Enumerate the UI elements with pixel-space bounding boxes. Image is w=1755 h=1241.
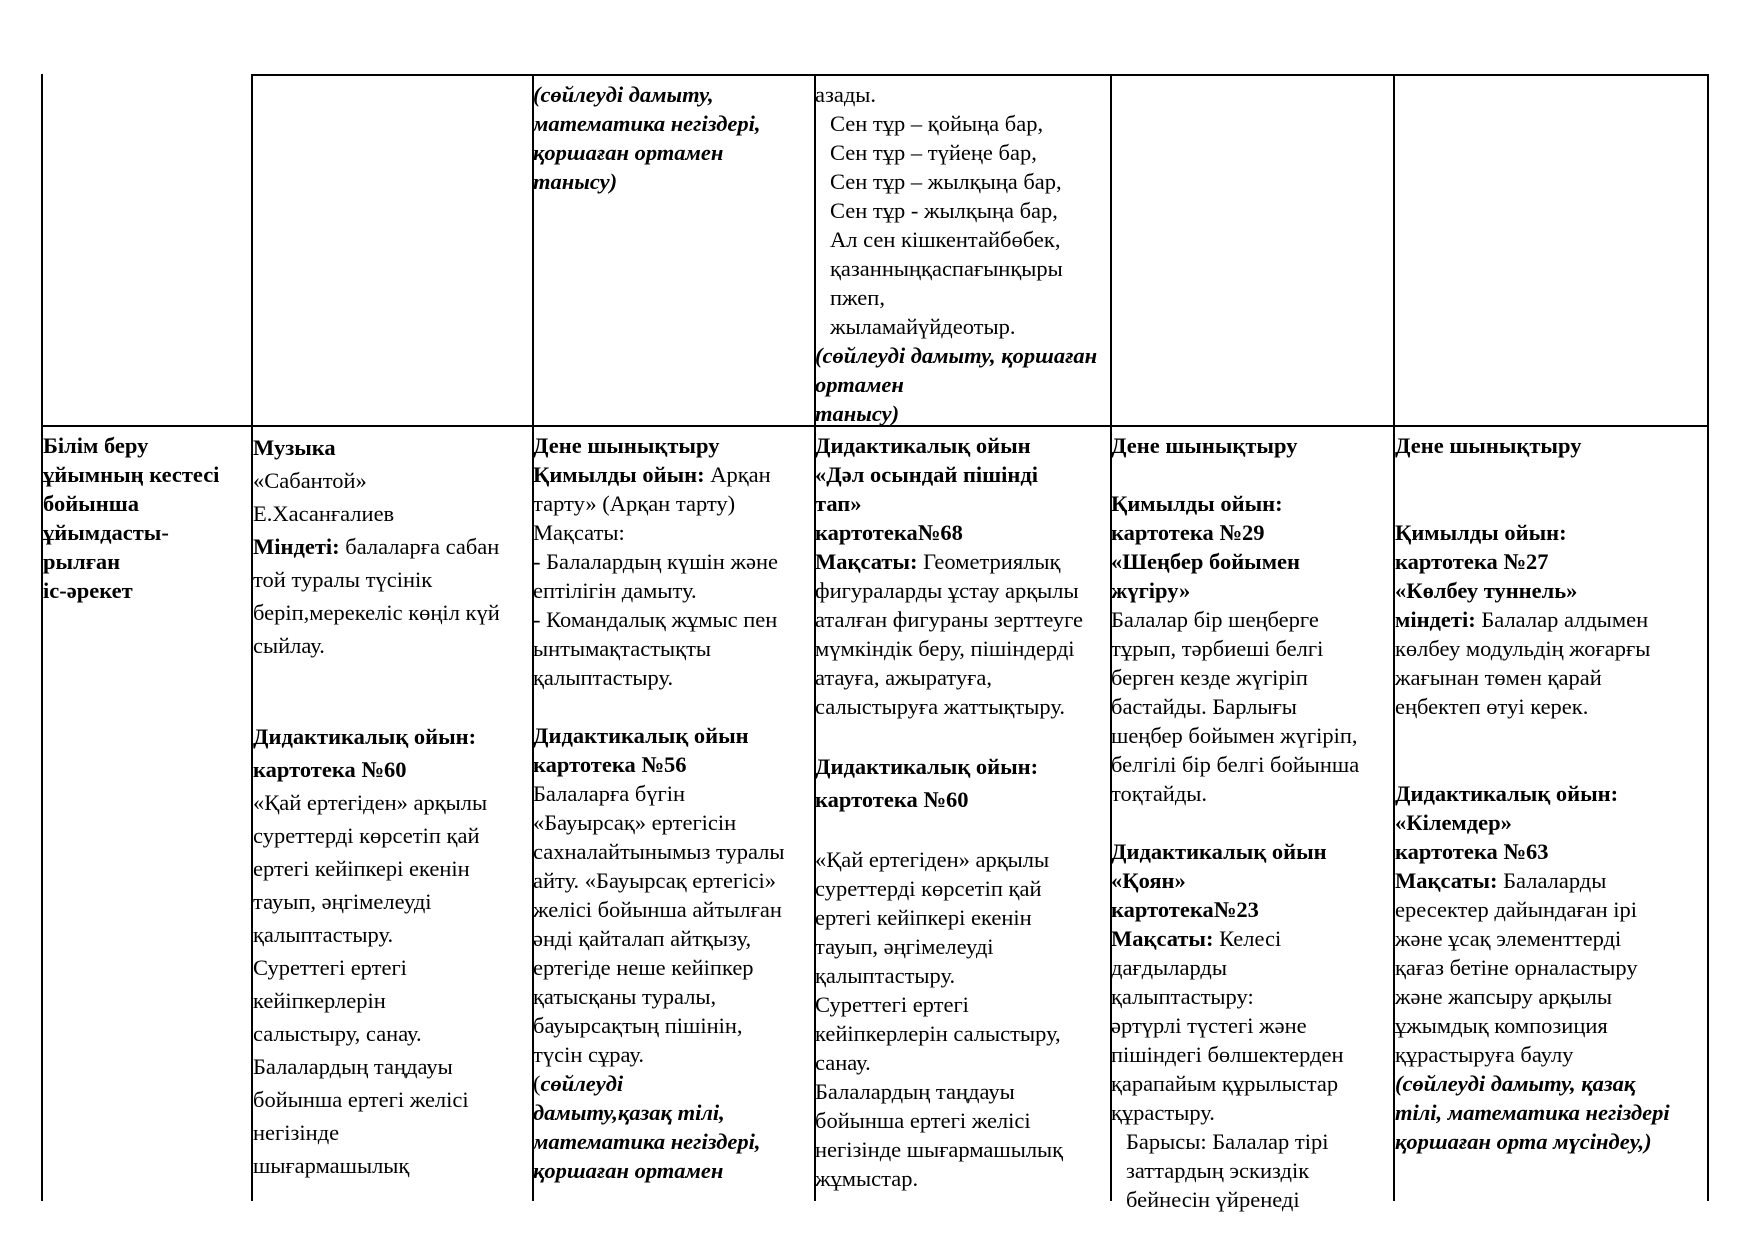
row2-col2-music: Музыка «Сабантой» Е.Хасанғалиев Міндеті: балаларға сабан той туралы түсінік беріп,мерекеліс көңіл күй сыйлау. Дидактикалық ойын: картотека №60 «Қай ертегіден» арқылы суреттерді көрсетіп қай ертегі кейіпкері екенін тауып, әңгімелеуді қалыптастыру. Суреттегі ертегі кейіпкерлерін салыстыру, санау. Балалардың таңдауы бойынша ертегі желісі негізінде шығармашылық (253, 435, 500, 1178)
row2-col4-didactic: Дидактикалық ойын «Дәл осындай пішінді тап» картотека№68 Мақсаты: Геометриялық фигураларды ұстау арқылы аталған фигураны зерттеуге мүмкіндік беру, пішіндерді атауға, ажыратуға, салыстыруға жаттықтыру. Дидактикалық ойын: картотека №60 «Қай ертегіден» арқылы суреттерді көрсетіп қай ертегі кейіпкері екенін тауып, әңгімелеуді қалыптастыру. Суреттегі ертегі кейіпкерлерін салыстыру, санау. Балалардың таңдауы бойынша ертегі желісі негізінде шығармашылық жұмыстар. (815, 433, 1084, 1191)
row2-col5-physical: Дене шынықтыру Қимылды ойын: картотека №29 «Шеңбер бойымен жүгіру» Балалар бір шеңберге тұрып, тәрбиеші белгі берген кезде жүгіріп бастайды. Барлығы шеңбер бойымен жүгіріп, белгілі бір белгі бойынша тоқтайды. Дидактикалық ойын «Қоян» картотека№23 Мақсаты: Келесі дағдыларды қалыптастыру: әртүрлі түстегі және пішіндегі бөлшектерден қарапайым құрылыстар құрастыру. Барысы: Балалар тірі заттардың эскиздік бейнесін үйренеді (1111, 433, 1360, 1212)
row1-col4-poem: азады. Сен тұр – қойыңа бар, Сен тұр – түйеңе бар, Сен тұр – жылқыңа бар, Сен тұр - жылқыңа бар, Ал сен кішкентайбөбек, қазанныңқаспағынқыры пжеп, жыламайүйдеотыр. (сөйлеуді дамыту, қоршаған ортамен танысу) (815, 82, 1098, 426)
row2-col1-heading: Білім беру ұйымның кестесі бойынша ұйымдасты- рылған іс-әрекет (43, 433, 220, 603)
table-top-border (251, 74, 1709, 76)
row2-col6-physical: Дене шынықтыру Қимылды ойын: картотека №27 «Көлбеу туннель» міндеті: Балалар алдымен көлбеу модульдің жоғарғы жағынан төмен қарай еңбектеп өтуі керек. Дидактикалық ойын: «Кілемдер» картотека №63 Мақсаты: Балаларды ересектер дайындаған ірі және ұсақ элементтерді қағаз бетіне орналастыру және жапсыру арқылы ұжымдық композиция құрастыруға баулу (сөйлеуді дамыту, қазақ тілі, математика негіздері қоршаған орта мүсіндеу,) (1395, 433, 1670, 1154)
row2-col3-physical: Дене шынықтыру Қимылды ойын: Арқан тарту» (Арқан тарту) Мақсаты: - Балалардың күшін және ептілігін дамыту. - Командалық жұмыс пен ынтымақтастықты қалыптастыру. Дидактикалық ойын картотека №56 Балаларға бүгін «Бауырсақ» ертегісін сахналайтынымыз туралы айту. «Бауырсақ ертегісі» желісі бойынша айтылған әнді қайталап айтқызу, ертегіде неше кейіпкер қатысқаны туралы, бауырсақтың пішінін, түсін сұрау. (сөйлеуді дамыту,қазақ тілі, математика негіздері, қоршаған ортамен (533, 433, 785, 1183)
col-line-1 (41, 74, 43, 1201)
row1-col3-note: (сөйлеуді дамыту, математика негіздері, қоршаған ортамен танысу) (533, 82, 761, 194)
col-line-7 (1707, 74, 1709, 1201)
